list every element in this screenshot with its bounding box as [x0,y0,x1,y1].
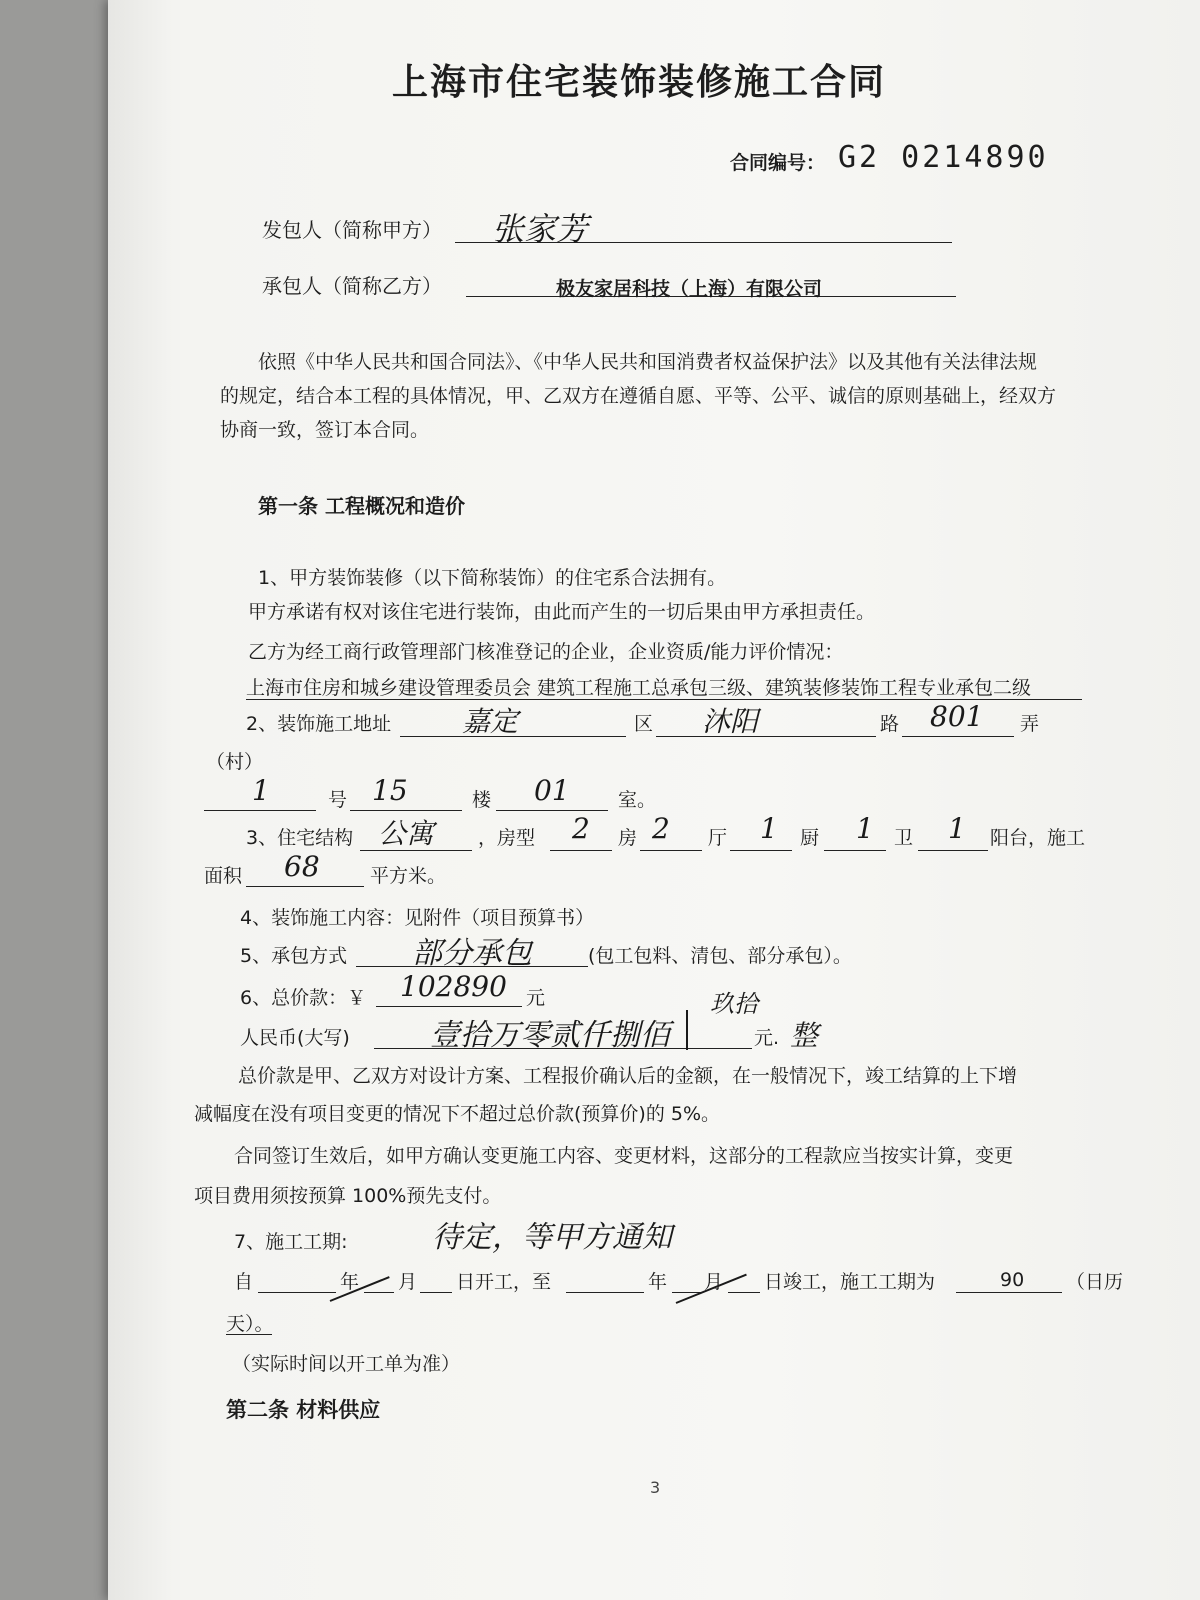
rmb-insert: 玖拾 [710,990,758,1018]
item-6-underline [376,1006,522,1007]
party-a-signature: 张家芳 [492,210,589,248]
road-underline [656,736,876,737]
building-underline [350,810,462,811]
intro-line-1: 依照《中华人民共和国合同法》、《中华人民共和国消费者权益保护法》以及其他有关法律法规 [258,351,1038,373]
contract-number-label: 合同编号： [730,152,826,174]
structure-value: 公寓 [378,817,435,850]
rooms-value: 2 [572,812,590,845]
qualification-text: 上海市住房和城乡建设管理委员会 建筑工程施工总承包三级、建筑装修装饰工程专业承包二级 [246,677,1032,699]
lane-value: 801 [930,700,984,733]
bath-value: 1 [856,812,874,845]
article-1-title: 第一条 工程概况和造价 [258,494,465,518]
building-value: 15 [372,774,408,807]
area-underline [246,886,364,887]
number-suffix: 号 [328,789,348,811]
period-unit-2: 天）。 [226,1313,274,1335]
kitchen-suffix: 厨 [800,827,820,849]
halls-suffix: 厅 [708,827,728,849]
bath-suffix: 卫 [894,827,914,849]
end-month-suffix: 月 [704,1271,724,1293]
rmb-insert-mark [686,1010,694,1050]
kitchen-value: 1 [760,812,778,845]
total-note-line-2: 减幅度在没有项目变更的情况下不超过总价款(预算价)的 5%。 [194,1103,721,1125]
change-note-line-2: 项目费用须按预算 100%预先支付。 [194,1185,502,1207]
intro-line-3: 协商一致，签订本合同。 [220,419,430,441]
room-value: 01 [534,774,570,807]
room-underline [496,810,608,811]
intro-line-2: 的规定，结合本工程的具体情况，甲、乙双方在遵循自愿、平等、公平、诚信的原则基础上，经双方 [220,385,1057,407]
start-day-suffix: 日开工，至 [456,1271,552,1293]
number-value: 1 [252,774,270,807]
start-year-suffix: 年 [340,1271,360,1293]
rooms-underline [550,850,612,851]
building-suffix: 楼 [472,789,492,811]
document-title: 上海市住宅装饰装修施工合同 [392,62,887,103]
balcony-underline [918,850,988,851]
rmb-label: 人民币(大写) [240,1027,350,1049]
bath-underline [824,850,886,851]
end-day-underline [728,1292,760,1293]
period-days: 90 [1000,1269,1025,1291]
area-suffix: 平方米。 [370,865,447,887]
district-suffix: 区 [634,713,654,735]
change-note-line-1: 合同签订生效后，如甲方确认变更施工内容、变更材料，这部分的工程款应当按实计算，变更 [234,1145,1014,1167]
end-day-suffix: 日竣工，施工工期为 [764,1271,936,1293]
balcony-suffix: 阳台，施工 [990,827,1086,849]
item-5-label: 5、承包方式 [240,945,348,967]
article-2-title: 第二条 材料供应 [226,1398,381,1422]
balcony-value: 1 [948,812,966,845]
lane-suffix: 弄 [1020,713,1040,735]
road-suffix: 路 [880,713,900,735]
item-1-line-3: 乙方为经工商行政管理部门核准登记的企业，企业资质/能力评价情况： [248,641,844,663]
halls-underline [640,850,702,851]
area-label: 面积 [204,865,243,887]
party-b-value: 极友家居科技（上海）有限公司 [556,278,823,300]
start-month-underline [364,1292,394,1293]
rmb-value: 壹拾万零贰仟捌佰 [430,1018,670,1053]
period-unit-1: （日历 [1066,1271,1124,1293]
lane-underline [902,736,1014,737]
kitchen-underline [730,850,792,851]
start-year-underline [258,1292,336,1293]
rmb-suffix: 元. [754,1027,780,1049]
item-5-value: 部分承包 [412,936,532,971]
start-month-suffix: 月 [398,1271,418,1293]
days-underline [956,1292,1062,1293]
end-year-underline [566,1292,644,1293]
contract-number-value: G2 0214890 [838,140,1049,175]
item-4: 4、装饰施工内容：见附件（项目预算书） [240,907,595,929]
item-2-label: 2、装饰施工地址 [246,713,392,735]
end-year-suffix: 年 [648,1271,668,1293]
period-from: 自 [234,1271,254,1293]
village-label: （村） [206,751,264,773]
item-3-label: 3、住宅结构 [246,827,354,849]
item-7-label: 7、施工工期: [234,1231,348,1253]
item-1-line-1: 1、甲方装饰装修（以下简称装饰）的住宅系合法拥有。 [258,567,727,589]
item-5-suffix: (包工包料、清包、部分承包）。 [588,945,852,967]
item-6-label: 6、总价款：￥ [240,987,367,1009]
layout-label: ，房型 [478,827,536,849]
halls-value: 2 [652,812,670,845]
period-unit-underline [226,1334,272,1335]
start-day-underline [420,1292,452,1293]
rooms-suffix: 房 [618,827,638,849]
room-suffix: 室。 [618,789,657,811]
total-note-line-1: 总价款是甲、乙双方对设计方案、工程报价确认后的金额，在一般情况下，竣工结算的上下增 [238,1065,1018,1087]
item-1-line-2: 甲方承诺有权对该住宅进行装饰，由此而产生的一切后果由甲方承担责任。 [248,601,876,623]
number-underline [204,810,316,811]
party-a-label: 发包人（简称甲方） [262,218,442,242]
road-value: 沐阳 [702,705,759,738]
area-value: 68 [284,850,320,883]
rmb-tail: 整 [790,1019,819,1052]
page-number: 3 [650,1478,661,1497]
actual-time-note: （实际时间以开工单为准） [232,1353,461,1375]
party-b-label: 承包人（简称乙方） [262,274,442,298]
district-value: 嘉定 [462,705,519,738]
item-6-suffix: 元 [526,987,546,1009]
item-7-handwritten-note: 待定，等甲方通知 [432,1220,672,1255]
item-6-value: 102890 [400,970,507,1003]
